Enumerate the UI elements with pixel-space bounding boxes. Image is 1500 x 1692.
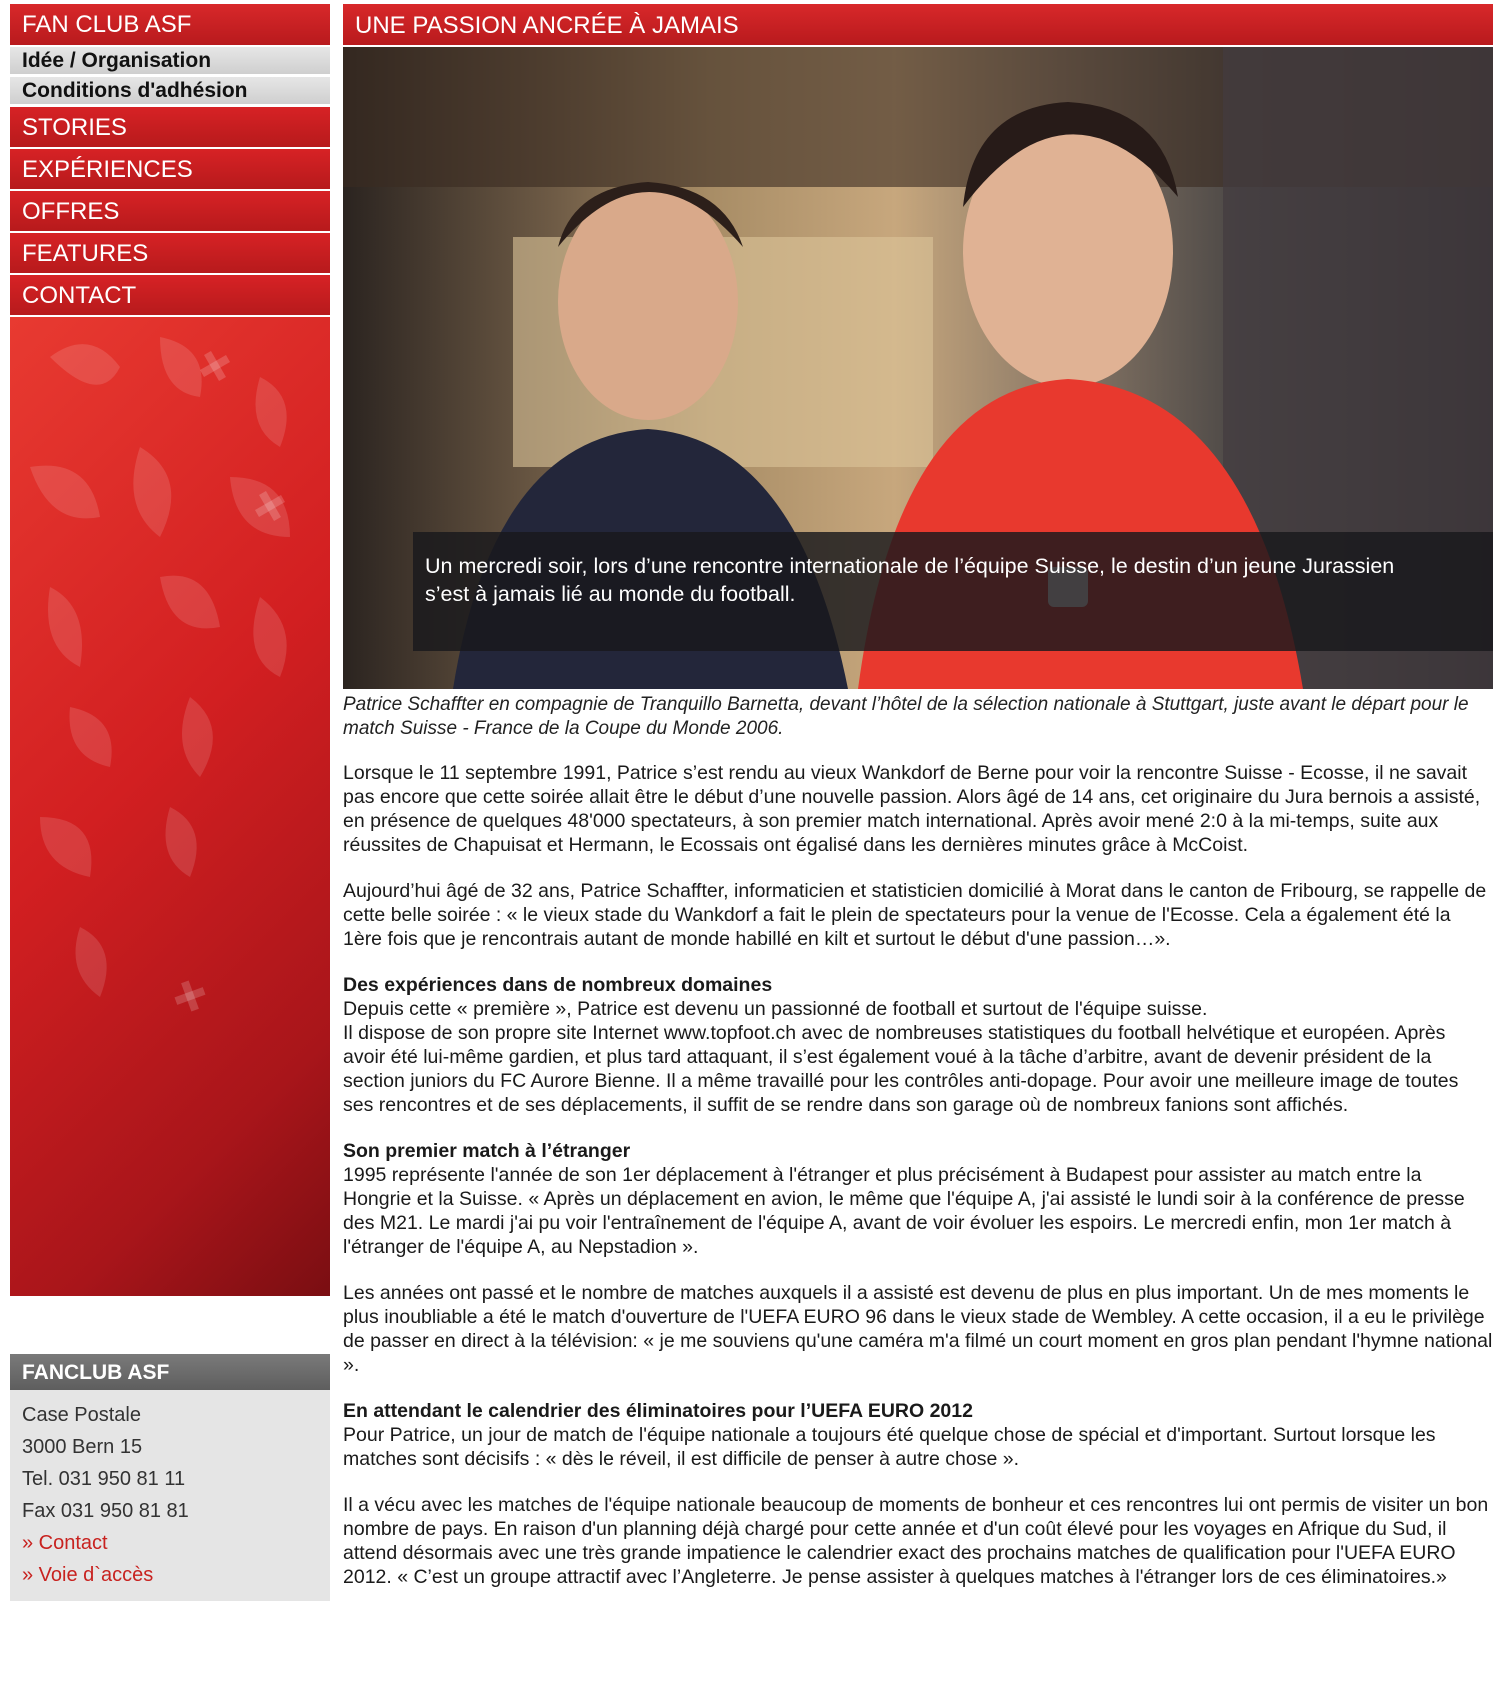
contact-link[interactable]: » Contact xyxy=(22,1532,108,1554)
nav-item-conditions-adhesion[interactable]: Conditions d'adhésion xyxy=(10,77,330,107)
phone-line: Tel. 031 950 81 11 xyxy=(22,1468,186,1490)
nav-item-experiences[interactable]: EXPÉRIENCES xyxy=(10,149,330,191)
sidebar-title: FAN CLUB ASF xyxy=(10,4,330,47)
contact-box-header: FANCLUB ASF xyxy=(10,1354,330,1390)
article-paragraph: Lorsque le 11 septembre 1991, Patrice s’est rendu au vieux Wankdorf de Berne pour voir la rencontre Suisse - Ecosse, il ne savait pas encore que cette soirée allait être le début d’une nouvelle passion. Alors âgé de 14 ans, cet originaire du Jura bernois a assisté, en présence de quelques 48'000 spectateurs, à son premier match international. Après avoir mené 2:0 à la mi-temps, suite aux réussites de Chapuisat et Hermann, le Ecossais ont égalisé dans les dernières minutes grâce à McCoist. xyxy=(343,762,1481,856)
fax-line: Fax 031 950 81 81 xyxy=(22,1500,189,1522)
article-paragraph: 1995 représente l'année de son 1er déplacement à l'étranger et plus précisément à Budapest pour assister au match entre la Hongrie et la Suisse. « Après un déplacement en avion, le même que l'équipe A, j'ai assisté le lundi soir à la conférence de presse des M21. Le mardi j'ai pu voir l'entraînement de l'équipe A, avant de voir évoluer les espoirs. Le mercredi enfin, mon 1er match à l'étranger de l'équipe A, au Nepstadion ». xyxy=(343,1164,1465,1258)
contact-box-body xyxy=(10,1390,330,1601)
page-title: UNE PASSION ANCRÉE À JAMAIS xyxy=(343,4,1493,47)
article-paragraph: Il a vécu avec les matches de l'équipe nationale beaucoup de moments de bonheur et ces rencontres lui ont permis de visiter un bon nombre de pays. En raison d'un planning déjà chargé pour cette année et d'un coût élevé pour les voyages en Afrique du Sud, il attend désormais avec une très grande impatience le calendrier exact des prochains matches de qualification pour l'UEFA EURO 2012. « C’est un groupe attractif avec l’Angleterre. Je pense assister à quelques matches à l'étranger lors de ces éliminatoires.» xyxy=(343,1494,1489,1588)
sidebar-decorative-graphic xyxy=(10,317,330,1296)
nav-item-features[interactable]: FEATURES xyxy=(10,233,330,275)
section-heading: En attendant le calendrier des éliminatoires pour l’UEFA EURO 2012 xyxy=(343,1400,973,1422)
access-route-link[interactable]: » Voie d`accès xyxy=(22,1564,154,1586)
nav-item-idee-organisation[interactable]: Idée / Organisation xyxy=(10,47,330,77)
nav-item-stories[interactable]: STORIES xyxy=(10,107,330,149)
address-line: Case Postale xyxy=(22,1404,141,1426)
sidebar xyxy=(10,4,330,1296)
section-heading: Son premier match à l’étranger xyxy=(343,1140,631,1162)
article-paragraph: Depuis cette « première », Patrice est devenu un passionné de football et surtout de l'équipe suisse. xyxy=(343,998,1208,1020)
contact-box xyxy=(10,1354,330,1601)
photo-overlay-text: Un mercredi soir, lors d’une rencontre internationale de l’équipe Suisse, le destin d’un jeune Jurassien s’est à jamais lié au monde du football. xyxy=(425,554,1395,606)
article-paragraph: Les années ont passé et le nombre de matches auxquels il a assisté est devenu de plus en plus important. Un de mes moments le plus inoubliable a été le match d'ouverture de l'UEFA EURO 96 dans le vieux stade de Wembley. A cette occasion, il a eu le privilège de passer en direct à la télévision: « je me souviens qu'une caméra m'a filmé un court moment en gros plan pendant l'hymne national ». xyxy=(343,1282,1493,1376)
main-content xyxy=(343,4,1493,1611)
section-heading: Des expériences dans de nombreux domaines xyxy=(343,974,773,996)
photo-overlay-caption xyxy=(413,532,1493,651)
nav-item-offres[interactable]: OFFRES xyxy=(10,191,330,233)
article-section xyxy=(343,973,1493,1117)
decorative-pattern-icon xyxy=(10,317,330,1296)
photo-caption: Patrice Schaffter en compagnie de Tranquillo Barnetta, devant l’hôtel de la sélection nationale à Stuttgart, juste avant le départ pour le match Suisse - France de la Coupe du Monde 2006. xyxy=(343,694,1469,739)
article-paragraph: Pour Patrice, un jour de match de l'équipe nationale a toujours été quelque chose de spécial et d'important. Surtout lorsque les matches sont décisifs : « dès le réveil, il est difficile de penser à autre chose ». xyxy=(343,1424,1436,1470)
article-section xyxy=(343,1399,1493,1471)
nav-item-contact[interactable]: CONTACT xyxy=(10,275,330,317)
article-photo xyxy=(343,47,1493,689)
address-line: 3000 Bern 15 xyxy=(22,1436,143,1458)
article-paragraph: Il dispose de son propre site Internet www.topfoot.ch avec de nombreuses statistiques du football helvétique et européen. Après avoir été lui-même gardien, et plus tard attaquant, il s’est également voué à la tâche d’arbitre, avant de devenir président de la section juniors du FC Aurore Bienne. Il a même travaillé pour les contrôles anti-dopage. Pour avoir une meilleure image de toutes ses rencontres et de ses déplacements, il suffit de se rendre dans son garage où de nombreux fanions sont affichés. xyxy=(343,1022,1459,1116)
article-paragraph: Aujourd’hui âgé de 32 ans, Patrice Schaffter, informaticien et statisticien domicilié à Morat dans le canton de Fribourg, se rappelle de cette belle soirée : « le vieux stade du Wankdorf a fait le plein de spectateurs pour la venue de l'Ecosse. Cela a également été la 1ère fois que je rencontrais autant de monde habillé en kilt et surtout le début d'une passion…». xyxy=(343,880,1487,950)
article-section xyxy=(343,1139,1493,1259)
